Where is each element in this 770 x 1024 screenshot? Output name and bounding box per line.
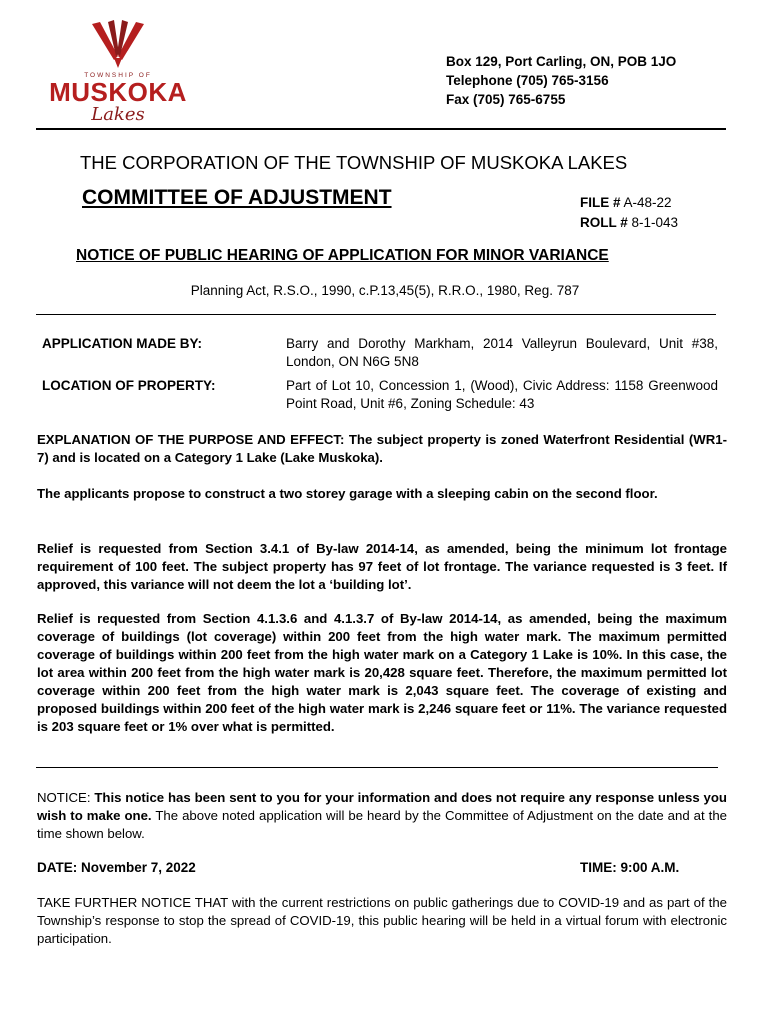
hearing-time: TIME: 9:00 A.M. [580,860,680,875]
relief-paragraph-coverage: Relief is requested from Section 4.1.3.6 and 4.1.3.7 of By-law 2014-14, as amended, being the maximum coverage of buildings (lot coverage) within 200 feet from the high water mark. The maximum permitted coverage of buildings within 200 feet from the high water mark on a Category 1 Lake is 10%. In this case, the lot area within 200 feet from the high water mark is 20,428 square feet. Therefore, the maximum permitted lot coverage within 200 feet from the high water mark is 2,043 square feet. The coverage of existing and proposed buildings within 200 feet of the high water mark is 2,246 square feet or 11%. The variance requested is 203 square feet or 1% over what is permitted. [37,611,727,734]
township-logo [48,20,188,125]
applicant-label: APPLICATION MADE BY: [42,336,202,351]
roll-value: 8-1-043 [631,215,679,230]
applicant-value: Barry and Dorothy Markham, 2014 Valleyrun Boulevard, Unit #38, London, ON N6G 5N8 [286,336,718,369]
roll-number-line [580,213,678,233]
notice-rest-text: The above noted application will be heard by the Committee of Adjustment on the date and at the time shown below. [37,808,727,841]
logo-lakes-text: Lakes [91,104,145,125]
fax-line: Fax (705) 765-6755 [446,92,566,107]
explanation-paragraph: EXPLANATION OF THE PURPOSE AND EFFECT: The subject property is zoned Waterfront Residential (WR1-7) and is located on a Category 1 Lake (Lake Muskoka). [37,432,727,465]
notice-prefix: NOTICE: [37,790,91,805]
hearing-date: DATE: November 7, 2022 [37,860,196,875]
relief-paragraph-frontage: Relief is requested from Section 3.4.1 of By-law 2014-14, as amended, being the minimum lot frontage requirement of 100 feet. The subject property has 97 feet of lot frontage. The variance requested is 3 feet. If approved, this variance will not deem the lot a ‘building lot’. [37,541,727,592]
committee-title: COMMITTEE OF ADJUSTMENT [82,186,392,209]
further-notice-paragraph: TAKE FURTHER NOTICE THAT with the current restrictions on public gatherings due to COVID-19 and as part of the Township’s response to stop the spread of COVID-19, this public hearing will be held in a virtual forum with electronic participation. [37,895,727,946]
logo-township-text: TOWNSHIP OF [84,72,152,79]
file-roll-block [580,193,678,233]
header-divider [36,128,726,130]
file-label: FILE # [580,195,621,210]
notice-bold-text: This notice has been sent to you for your information and does not require any response unless you wish to make one. [37,790,727,823]
proposal-paragraph: The applicants propose to construct a two storey garage with a sleeping cabin on the second floor. [37,486,658,501]
notice-title: NOTICE OF PUBLIC HEARING OF APPLICATION FOR MINOR VARIANCE [76,247,609,264]
roll-label: ROLL # [580,215,628,230]
corporation-title: THE CORPORATION OF THE TOWNSHIP OF MUSKOKA LAKES [80,152,628,173]
section-divider [36,314,716,315]
telephone-line: Telephone (705) 765-3156 [446,73,609,88]
notice-paragraph [37,789,727,843]
file-number-line [580,193,678,213]
file-value: A-48-22 [623,195,672,210]
paddles-emblem-icon [88,20,148,70]
planning-act-citation: Planning Act, R.S.O., 1990, c.P.13,45(5), R.R.O., 1980, Reg. 787 [190,283,580,298]
contact-address [446,52,676,109]
address-line: Box 129, Port Carling, ON, POB 1JO [446,54,677,69]
logo-muskoka-text: MUSKOKA [49,77,187,107]
notice-divider [36,767,718,768]
location-label: LOCATION OF PROPERTY: [42,378,216,393]
location-value: Part of Lot 10, Concession 1, (Wood), Civic Address: 1158 Greenwood Point Road, Unit #6, Zoning Schedule: 43 [286,378,718,411]
